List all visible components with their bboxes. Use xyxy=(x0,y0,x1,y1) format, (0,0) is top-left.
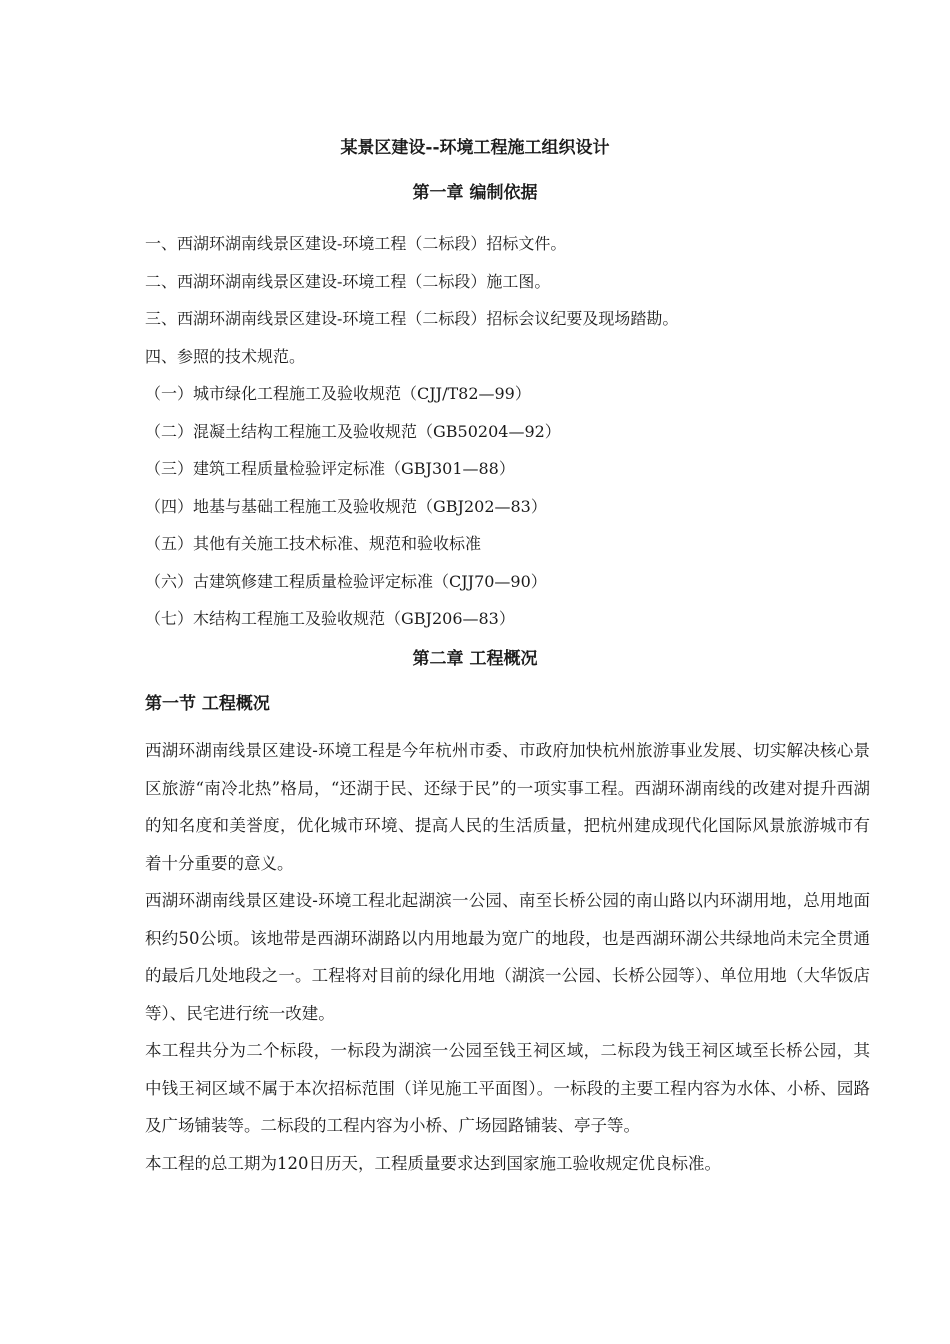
basis-list xyxy=(145,225,875,638)
basis-item: 二、西湖环湖南线景区建设-环境工程（二标段）施工图。 xyxy=(145,271,551,291)
standard-item: （四）地基与基础工程施工及验收规范（GBJ202—83） xyxy=(145,496,547,516)
document-title: 某景区建设--环境工程施工组织设计 xyxy=(340,138,610,158)
paragraph: 西湖环湖南线景区建设-环境工程北起湖滨一公园、南至长桥公园的南山路以内环湖用地，总用地面积约50公顷。该地带是西湖环湖路以内用地最为宽广的地段，也是西湖环湖公共绿地尚未完全贯通的最后几处地段之一。工程将对目前的绿化用地（湖滨一公园、长桥公园等）、单位用地（大华饭店等）、民宅进行统一改建。 xyxy=(145,891,870,1023)
standard-item: （七）木结构工程施工及验收规范（GBJ206—83） xyxy=(145,609,515,628)
section-heading: 第一节 工程概况 xyxy=(145,694,270,714)
basis-item: 一、西湖环湖南线景区建设-环境工程（二标段）招标文件。 xyxy=(145,234,567,253)
standard-item: （六）古建筑修建工程质量检验评定标准（CJJ70—90） xyxy=(145,571,547,591)
standard-item: （五）其他有关施工技术标准、规范和验收标准 xyxy=(145,534,482,553)
standard-item: （三）建筑工程质量检验评定标准（GBJ301—88） xyxy=(145,459,515,478)
standard-item: （一）城市绿化工程施工及验收规范（CJJ/T82—99） xyxy=(145,384,531,403)
standard-item: （二）混凝土结构工程施工及验收规范（GB50204—92） xyxy=(145,421,561,441)
basis-item: 四、参照的技术规范。 xyxy=(145,346,306,366)
paragraph: 西湖环湖南线景区建设-环境工程是今年杭州市委、市政府加快杭州旅游事业发展、切实解决核心景区旅游“南冷北热”格局，“还湖于民、还绿于民”的一项实事工程。西湖环湖南线的改建对提升西湖的知名度和美誉度，优化城市环境、提高人民的生活质量，把杭州建成现代化国际风景旅游城市有着十分重要的意义。 xyxy=(145,741,870,873)
chapter-heading-overview: 第二章 工程概况 xyxy=(412,649,538,669)
basis-item: 三、西湖环湖南线景区建设-环境工程（二标段）招标会议纪要及现场踏勘。 xyxy=(145,309,679,328)
chapter-heading-basis: 第一章 编制依据 xyxy=(412,183,538,203)
paragraph: 本工程的总工期为120日历天，工程质量要求达到国家施工验收规定优良标准。 xyxy=(145,1153,721,1173)
overview-body xyxy=(145,732,870,1182)
paragraph: 本工程共分为二个标段，一标段为湖滨一公园至钱王祠区域，二标段为钱王祠区域至长桥公园，其中钱王祠区域不属于本次招标范围（详见施工平面图）。一标段的主要工程内容为水体、小桥、园路及广场铺装等。二标段的工程内容为小桥、广场园路铺装、亭子等。 xyxy=(145,1041,870,1135)
